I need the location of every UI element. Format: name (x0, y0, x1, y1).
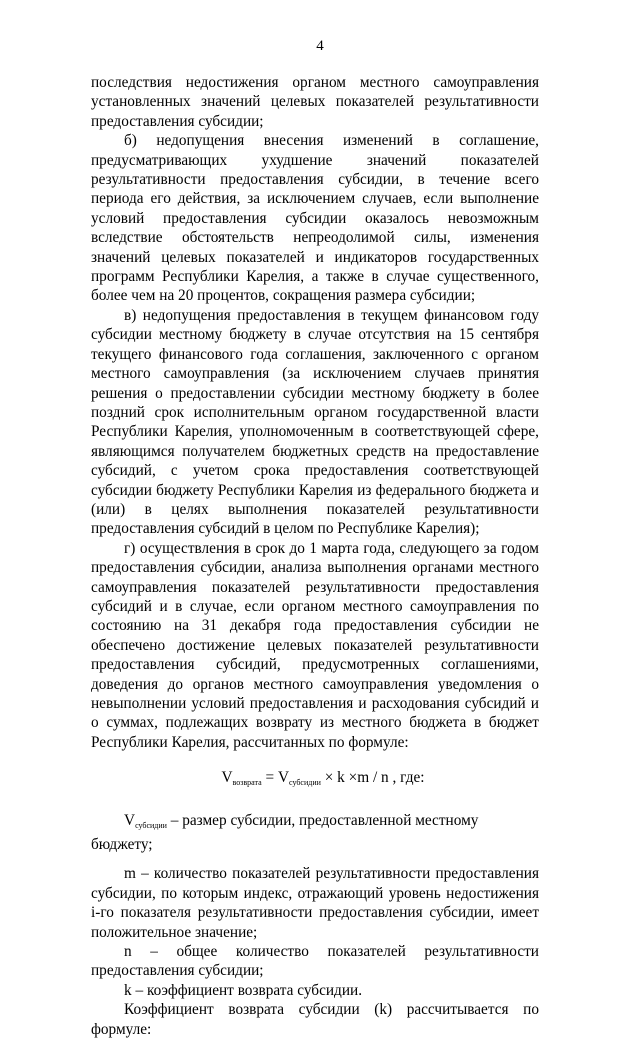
formula-v-symbol-2: V (277, 769, 290, 787)
def-v-text: – размер субсидии, предоставленной местному бюджету; (91, 811, 479, 854)
paragraph-item-b: б) недопущения внесения изменений в соглашение, предусматривающих ухудшение значений показателей результативности предоставления субсидии, в течение всего периода его действия, за исключением случаев, если выполнение условий предоставления субсидии оказалось невозможным вследствие обстоятельств непреодолимой силы, изменения значений целевых показателей и индикаторов государственных программ Республики Карелия, а также в случае существенного, более чем на 20 процентов, сокращения размера субсидии; (91, 132, 539, 305)
definition-m: m – количество показателей результативности предоставления субсидии, по которым индекс, отражающий уровень недостижения i-го показателя результативности предоставления субсидии, имеет положительное значение; (91, 865, 539, 941)
formula-equals: = (261, 769, 278, 787)
paragraph-item-g: г) осуществления в срок до 1 марта года, следующего за годом предоставления субсидии, анализа выполнения органами местного самоуправления показателей результативности предоставления субсидий и в случае, если органом местного самоуправления по состоянию на 31 декабря года предоставления субсидии не обеспечено достижение целевых показателей результативности предоставления субсидий, предусмотренных соглашениями, доведения до органов местного самоуправления уведомления о невыполнении условий предоставления и расходования субсидий и о суммах, подлежащих возврату из местного бюджета в бюджет Республики Карелия, рассчитанных по формуле: (91, 539, 539, 751)
definition-v-subsidy (91, 811, 539, 855)
def-v-subscript: субсидии (135, 820, 167, 830)
refund-formula (91, 768, 539, 792)
paragraph-continuation: последствия недостижения органом местного самоуправления установленных значений целевых показателей результативности предоставления субсидии; (91, 74, 539, 130)
formula-v-subscript-refund: возврата (232, 778, 262, 788)
definition-n: n – общее количество показателей результативности предоставления субсидии; (91, 943, 539, 980)
definition-k: k – коэффициент возврата субсидии. (124, 981, 363, 999)
def-v-symbol: V (124, 811, 136, 829)
page-number: 4 (316, 38, 324, 54)
coefficient-formula-intro: Коэффициент возврата субсидии (k) рассчитывается по формуле: (91, 1001, 539, 1038)
document-body (91, 73, 539, 1039)
paragraph-item-v: в) недопущения предоставления в текущем финансовом году субсидии местному бюджету в случае отсутствия на 15 сентября текущего финансового года соглашения, заключенного с органом местного самоуправления (за исключением случаев принятия решения о предоставлении субсидии местному бюджету в более поздний срок исполнительным органом государственной власти Республики Карелия, уполномоченным в соответствующей сфере, являющимся получателем бюджетных средств на предоставление субсидий, с учетом срока предоставления соответствующей субсидии бюджету Республики Карелия из федерального бюджета и (или) в целях выполнения показателей результативности предоставления субсидий в целом по Республике Карелия); (91, 306, 539, 538)
formula-v-symbol: V (221, 769, 233, 787)
formula-rest: × k ×m / n , где: (320, 769, 425, 787)
formula-v-subscript-subsidy: субсидии (289, 778, 321, 788)
